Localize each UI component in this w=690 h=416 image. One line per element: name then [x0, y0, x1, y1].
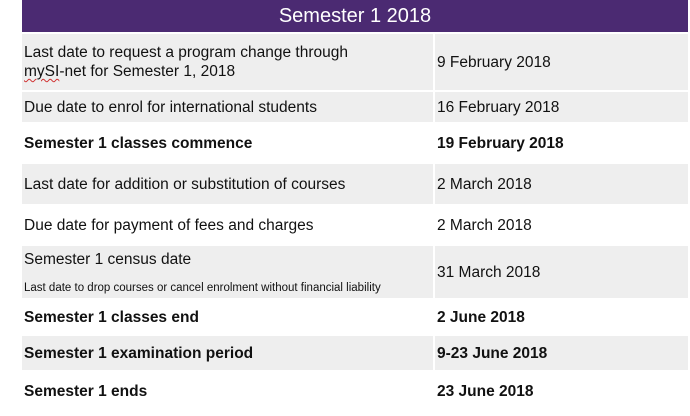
table-row	[22, 372, 688, 412]
row-date: 16 February 2018	[435, 92, 688, 122]
row-description: Last date for addition or substitution of courses	[22, 164, 435, 204]
row-description-note: Last date to drop courses or cancel enrolment without financial liability	[24, 281, 381, 294]
table-row	[22, 336, 688, 372]
row-description: Semester 1 examination period	[22, 336, 435, 370]
row-date: 23 June 2018	[437, 382, 534, 400]
table-row	[22, 206, 688, 246]
row-description-line1: Last date to request a program change through	[24, 44, 348, 61]
spellcheck-flagged-word: mySI	[24, 63, 60, 80]
row-description-main: Semester 1 census date	[24, 250, 192, 268]
row-description: Due date to enrol for international students	[22, 92, 435, 122]
row-description: Semester 1 classes end	[22, 300, 435, 334]
row-date: 9-23 June 2018	[435, 336, 688, 370]
row-description: Semester 1 classes commence	[22, 124, 435, 162]
table-row	[22, 92, 688, 124]
table-row	[22, 300, 688, 336]
row-date: 2 March 2018	[437, 216, 532, 234]
row-description	[22, 34, 435, 90]
semester-dates-table	[22, 0, 688, 412]
row-date: 2 March 2018	[435, 164, 688, 204]
row-description	[22, 246, 435, 298]
row-date: 9 February 2018	[435, 34, 688, 90]
row-description: Semester 1 ends	[22, 372, 435, 410]
table-row	[22, 124, 688, 164]
row-description-line2-rest: -net for Semester 1, 2018	[59, 63, 236, 80]
row-description-line2	[24, 62, 348, 81]
table-row	[22, 34, 688, 92]
row-description: Due date for payment of fees and charges	[22, 206, 435, 244]
row-date: 2 June 2018	[437, 308, 525, 326]
row-date: 31 March 2018	[435, 246, 688, 298]
table-row	[22, 164, 688, 206]
table-title: Semester 1 2018	[22, 0, 688, 34]
row-date: 19 February 2018	[437, 134, 564, 152]
table-row	[22, 246, 688, 300]
